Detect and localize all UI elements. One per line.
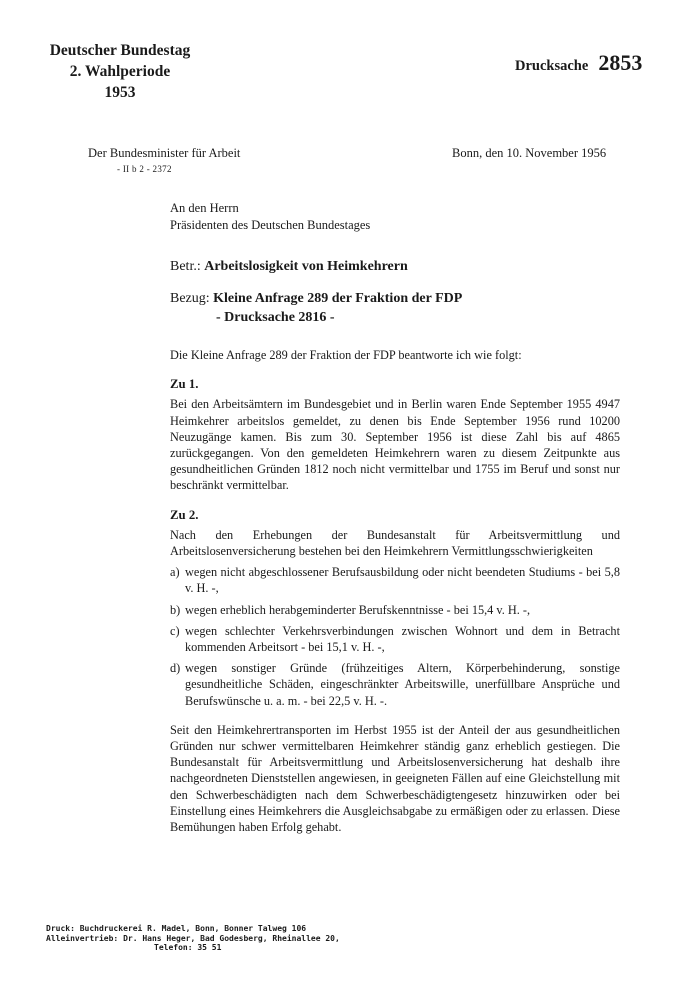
list-marker: d): [170, 661, 181, 676]
list-item: [170, 564, 620, 596]
drucksache-number: 2853: [598, 50, 643, 75]
drucksache-label: Drucksache: [515, 58, 589, 74]
recipient-address: [170, 200, 370, 234]
imprint-line: Alleinvertrieb: Dr. Hans Heger, Bad Godesberg, Rheinallee 20,: [46, 933, 340, 943]
imprint-line: Druck: Buchdruckerei R. Madel, Bonn, Bonner Talweg 106: [46, 924, 307, 933]
institution-name: Deutscher Bundestag: [49, 42, 191, 59]
document-number-block: [515, 50, 642, 76]
letter-date: Bonn, den 10. November 1956: [452, 146, 607, 160]
reference-line: - Drucksache 2816 -: [216, 310, 335, 325]
sender: Der Bundesminister für Arbeit: [88, 146, 241, 160]
section-heading: Zu 1.: [170, 377, 199, 392]
file-reference: - II b 2 - 2372: [117, 164, 172, 174]
list-text: wegen schlechter Verkehrsverbindungen zwischen Wohnort und dem in Betracht kommenden Arbeitsort - bei 15,1 v. H. -,: [185, 623, 620, 655]
list-marker: c): [170, 623, 180, 638]
list-item: [170, 623, 620, 655]
list-item: [170, 602, 620, 618]
reference-label: Bezug:: [170, 291, 210, 306]
subject-line: [170, 259, 408, 275]
section-paragraph: Nach den Erhebungen der Bundesanstalt für Arbeitsvermittlung und Arbeitslosenversicherung bestehen bei den Heimkehrern Vermittlungsschwierigkeiten: [170, 527, 620, 559]
period-year: 1953: [104, 84, 136, 101]
list-marker: a): [170, 565, 180, 580]
printer-imprint: [46, 924, 340, 953]
list-text: wegen erheblich herabgeminderter Berufskenntnisse - bei 15,4 v. H. -,: [185, 602, 531, 617]
subject-text: Arbeitslosigkeit von Heimkehrern: [204, 259, 408, 274]
legislative-period: 2. Wahlperiode: [69, 63, 171, 80]
section-paragraph: Bei den Arbeitsämtern im Bundesgebiet und in Berlin waren Ende September 1955 4947 Heimkehrer arbeitslos gemeldet, zu denen bis Ende September 1956 rund 10200 Neuzugänge kamen. Bis zum 30. September 1956 ist diese Zahl bis auf 4865 zurückgegangen. Von den gemeldeten Heimkehrern waren zu diesem Zeitpunkte aus gesundheitlichen Gründen 1812 noch nicht vermittelbar und 1755 im Beruf und sonst nur beschränkt vermittelbar.: [170, 397, 620, 493]
list-text: wegen nicht abgeschlossener Berufsausbildung oder nicht beendeten Studiums - bei 5,8 v. H. -,: [185, 565, 620, 596]
reference-block: [170, 289, 462, 327]
address-line: An den Herrn: [170, 201, 239, 215]
list-text: wegen sonstiger Gründe (frühzeitiges Altern, Körperbehinderung, sonstige gesundheitliche Schäden, eingeschränkter Arbeitswille, unerfüllbare Ansprüche und Berufswünsche u. a. m. - bei 22,5 v. H. -.: [185, 661, 620, 708]
intro-paragraph: Die Kleine Anfrage 289 der Fraktion der FDP beantworte ich wie folgt:: [170, 348, 522, 362]
section-heading: Zu 2.: [170, 507, 199, 522]
subject-label: Betr.:: [170, 259, 201, 274]
letter-body: [170, 347, 620, 835]
closing-paragraph: Seit den Heimkehrertransporten im Herbst 1955 ist der Anteil der aus gesundheitlichen Gründen nur schwer vermittelbaren Heimkehrer ständig ganz erheblich gestiegen. Die Bundesanstalt für Arbeitsvermittlung und Arbeitslosenversicherung hat deshalb ihre nachgeordneten Dienststellen angewiesen, in geeigneten Fällen auf eine Gleichstellung mit den Schwerbeschädigten nach dem Schwerbeschädigtengesetz hinzuwirken oder bei Einstellung eines Heimkehrers die Ausgleichsabgabe zu ermäßigen oder zu erlassen. Diese Bemühungen haben Erfolg gehabt.: [170, 722, 620, 835]
list-item: [170, 660, 620, 709]
address-line: Präsidenten des Deutschen Bundestages: [170, 218, 371, 232]
list-marker: b): [170, 602, 181, 617]
parliament-header: [40, 40, 200, 103]
reference-line: Kleine Anfrage 289 der Fraktion der FDP: [213, 291, 463, 306]
imprint-line: Telefon: 35 51: [154, 943, 222, 952]
